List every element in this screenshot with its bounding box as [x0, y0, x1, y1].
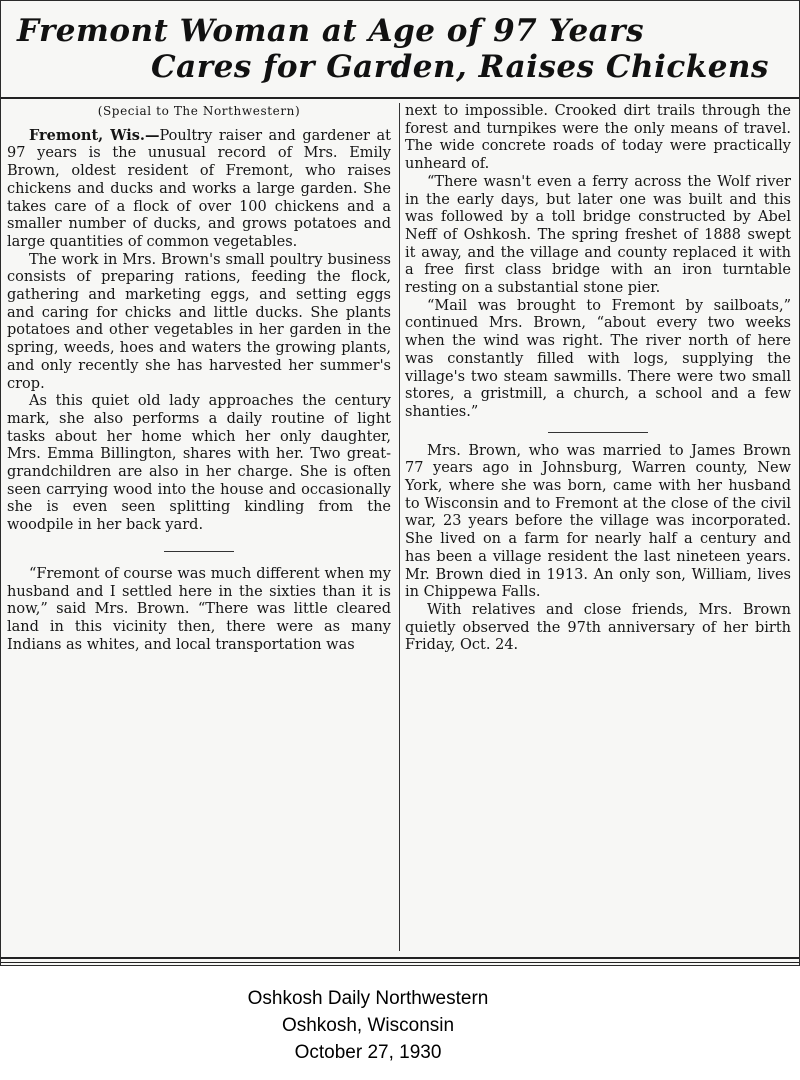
caption-newspaper: Oshkosh Daily Northwestern [247, 988, 489, 1009]
footer-rule [1, 957, 799, 959]
article-paragraph-4: “Fremont of course was much different when my husband and I settled here in the sixties than it is now,” said Mrs. Brown. “There was little cleared land in this vicinity then, there were as many Indians as whites, and local transportation was [7, 565, 391, 653]
section-divider [548, 432, 648, 433]
article-paragraph-5: “There wasn't even a ferry across the Wolf river in the early days, but later one was built and this was followed by a toll bridge constructed by Abel Neff of Oshkosh. The spring freshet of 1888 swept it away, and the village and county replaced it with a free first class bridge with an iron turntable resting on a substantial stone pier. [405, 173, 791, 297]
section-divider [164, 551, 234, 552]
footer-rule-thin [1, 962, 799, 963]
byline: (Special to The Northwestern) [97, 104, 301, 118]
article-continuation: next to impossible. Crooked dirt trails through the forest and turnpikes were the only means of travel. The wide concrete roads of today were practically unheard of. [405, 103, 791, 173]
caption-date: October 27, 1930 [294, 1042, 442, 1063]
source-caption [0, 985, 736, 1066]
headline [17, 13, 787, 85]
headline-rule [1, 97, 799, 99]
paragraph-text: Poultry raiser and gardener at 97 years is the unusual record of Mrs. Emily Brown, oldest resident of Fremont, who raises chickens and ducks and works a large garden. She takes care of a flock of over 100 chickens and a smaller number of ducks, and grows potatoes and large quantities of common vegetables. [7, 127, 391, 250]
right-column [405, 103, 791, 655]
article-paragraph-7: Mrs. Brown, who was married to James Brown 77 years ago in Johnsburg, Warren county, New York, where she was born, came with her husband to Wisconsin and to Fremont at the close of the civil war, 23 years before the village was incorporated. She lived on a farm for nearly half a century and has been a village resident the last nineteen years. Mr. Brown died in 1913. An only son, William, lives in Chippewa Falls. [405, 442, 791, 601]
article-paragraph-8: With relatives and close friends, Mrs. Brown quietly observed the 97th anniversary of her birth Friday, Oct. 24. [405, 601, 791, 654]
article-paragraph-3: As this quiet old lady approaches the century mark, she also performs a daily routine of light tasks about her home which her only daughter, Mrs. Emma Billington, shares with her. Two great-grandchildren are also in her charge. She is often seen carrying wood into the house and occasionally she is even seen splitting kindling from the woodpile in her back yard. [7, 393, 391, 534]
left-column [7, 103, 391, 654]
column-divider [399, 103, 400, 951]
dateline: Fremont, Wis.— [29, 126, 160, 144]
article-paragraph-6: “Mail was brought to Fremont by sailboats,” continued Mrs. Brown, “about every two weeks when the wind was right. The river north of here was constantly filled with logs, supplying the village's two steam sawmills. There were two small stores, a gristmill, a church, a school and a few shanties.” [405, 297, 791, 420]
headline-line-1: Fremont Woman at Age of 97 Years [17, 13, 645, 49]
headline-line-2: Cares for Garden, Raises Chickens [151, 49, 769, 85]
article-paragraph-1 [7, 127, 391, 252]
article-paragraph-2: The work in Mrs. Brown's small poultry business consists of preparing rations, feeding the flock, gathering and marketing eggs, and setting eggs and caring for chicks and little ducks. She plants potatoes and other vegetables in her garden in the spring, weeds, hoes and waters the growing plants, and only recently she has harvested her summer's crop. [7, 251, 391, 392]
caption-location: Oshkosh, Wisconsin [281, 1015, 455, 1036]
